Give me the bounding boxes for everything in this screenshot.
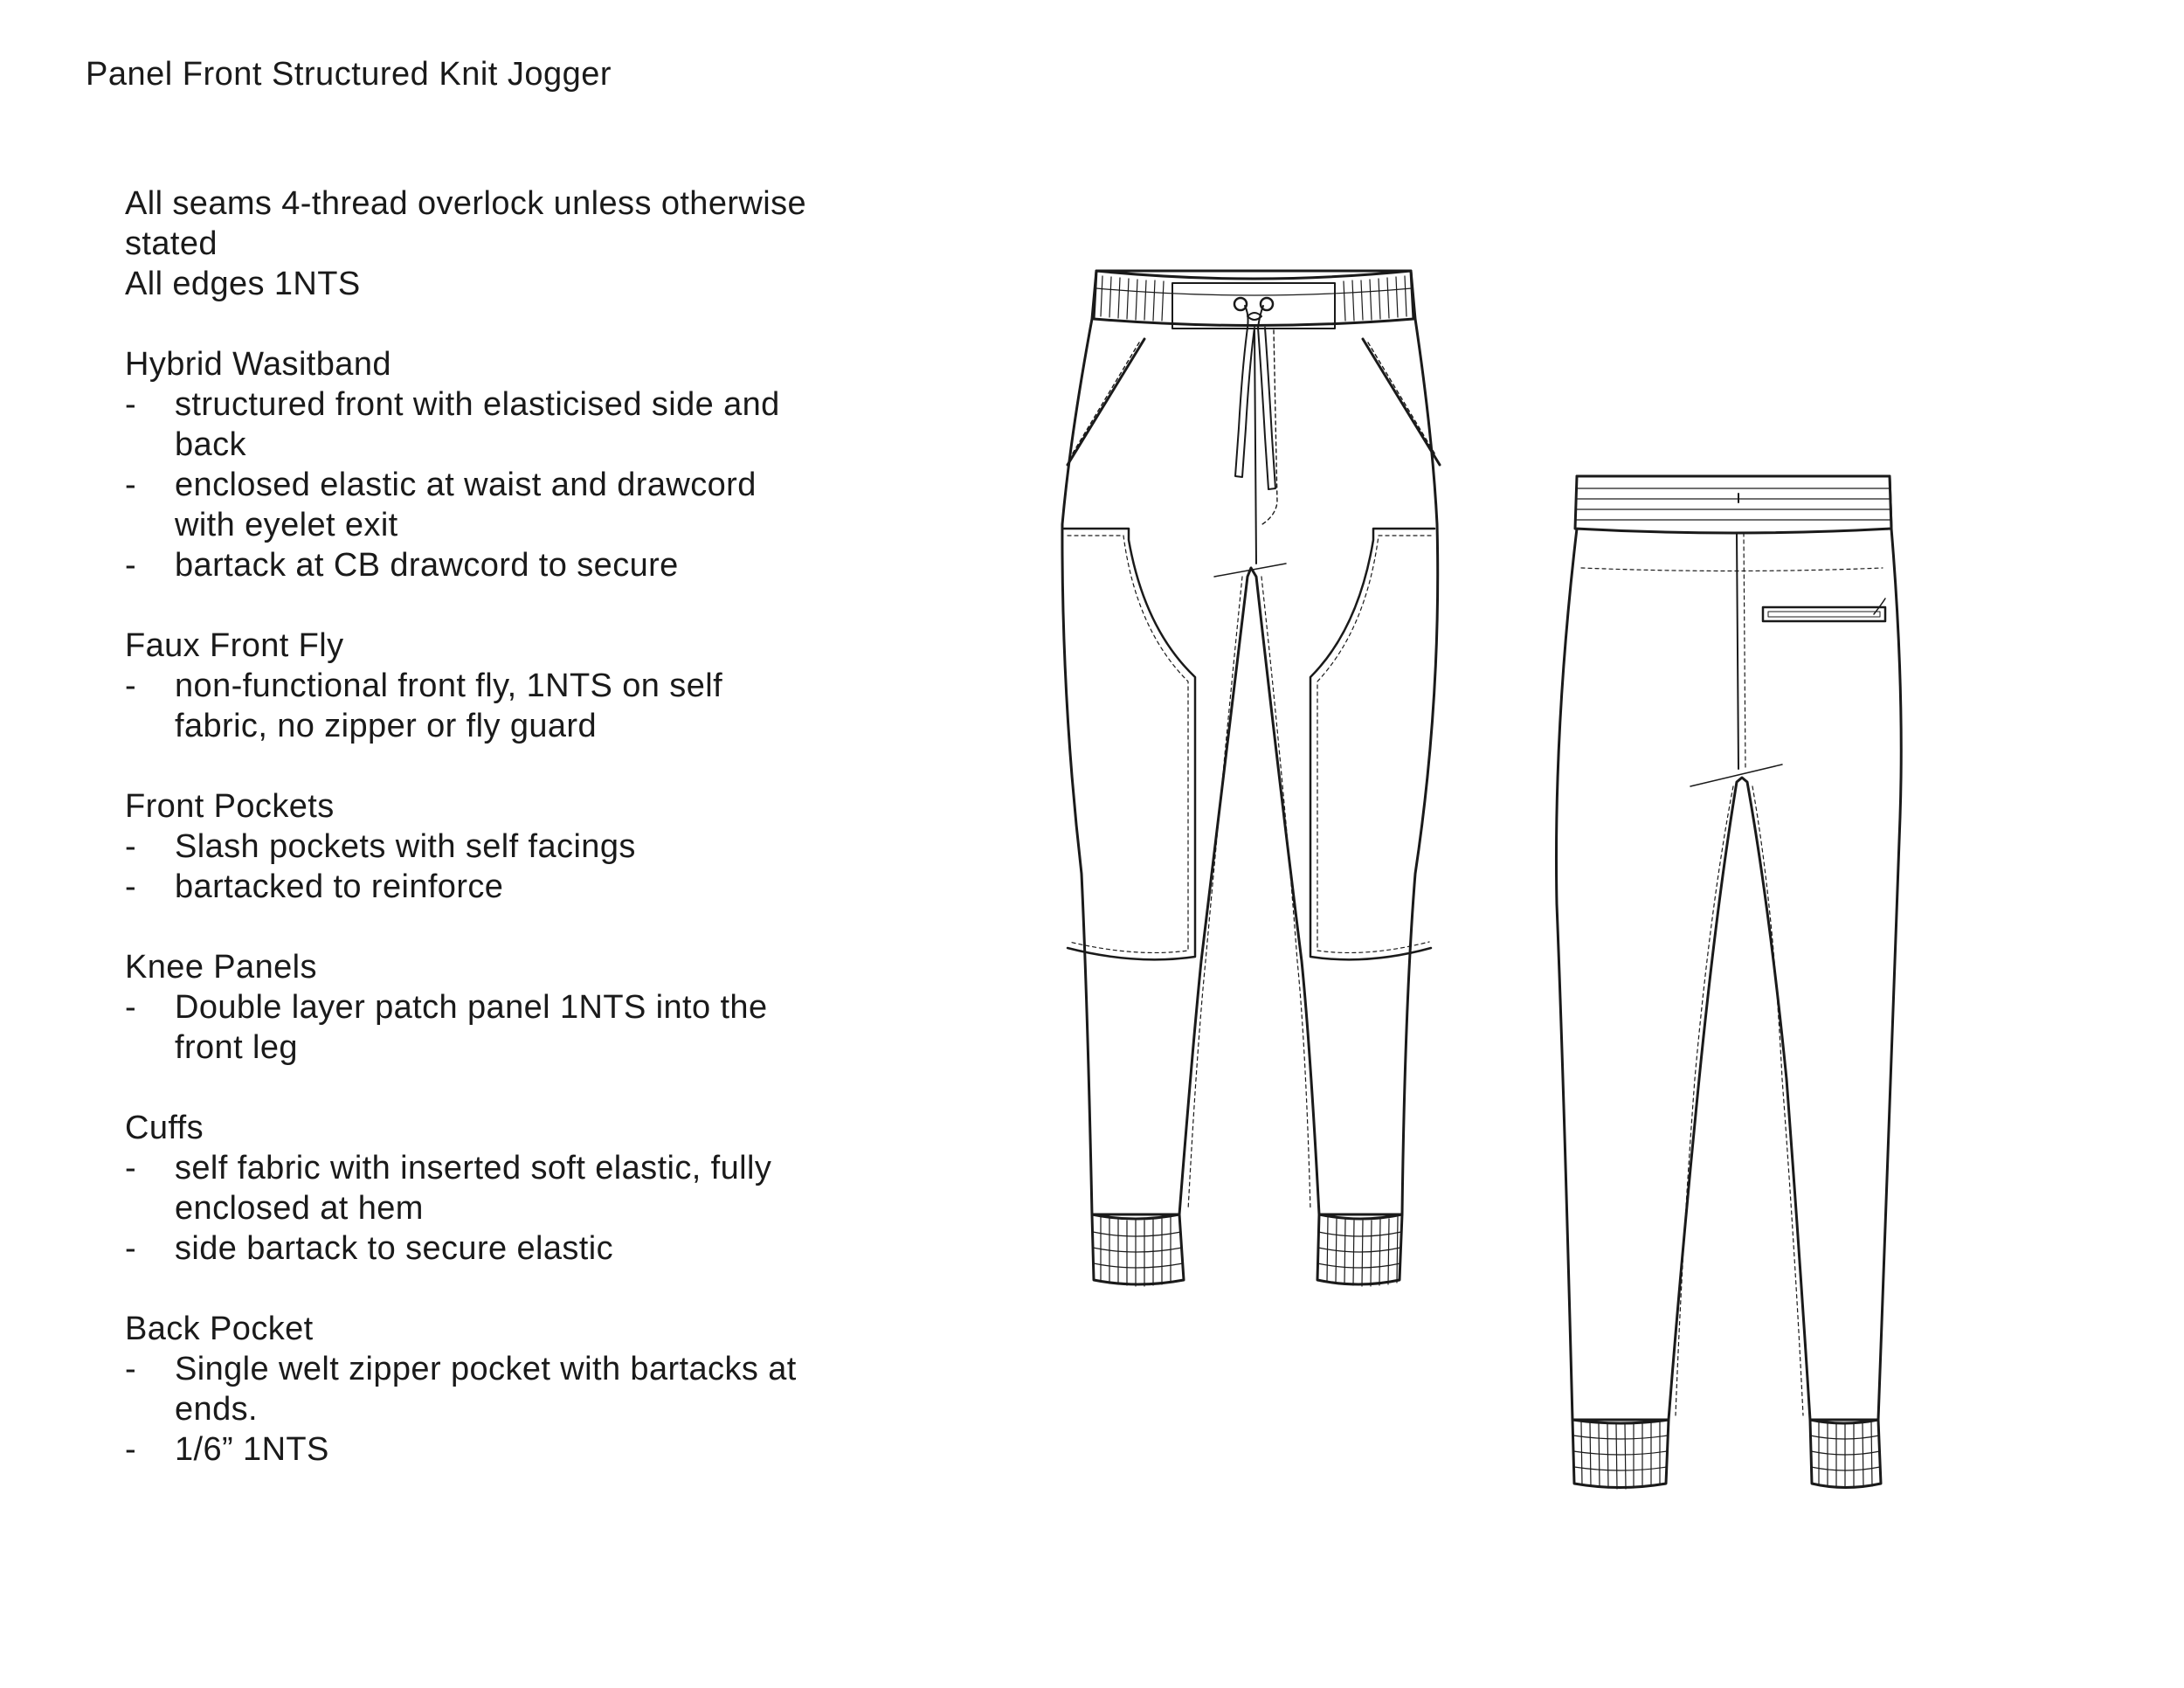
center-front-seam: [1254, 330, 1256, 564]
section-knee-panels: [125, 947, 824, 1068]
general-note: All seams 4-thread overlock unless otherwise stated: [125, 185, 807, 262]
section-faux-fly: [125, 626, 824, 746]
back-cuff-right: [1810, 1420, 1881, 1488]
section-front-pockets: [125, 786, 824, 907]
center-back-seam: [1737, 533, 1738, 769]
section-waistband: [125, 344, 824, 585]
bullet-item: - 1/6” 1NTS: [125, 1429, 824, 1470]
crotch-bartack: [1214, 564, 1286, 577]
cuff-left: [1092, 1214, 1184, 1286]
bullet-item: - side bartack to secure elastic: [125, 1228, 824, 1269]
back-cuff-left: [1572, 1420, 1669, 1489]
cuff-right: [1317, 1214, 1402, 1286]
section-title: Back Pocket: [125, 1311, 314, 1347]
section-back-pocket: [125, 1309, 824, 1470]
front-view-sketch: [1048, 262, 1450, 1293]
bullet-item: - bartack at CB drawcord to secure: [125, 545, 824, 585]
waistband: [1094, 271, 1413, 326]
general-note: All edges 1NTS: [125, 266, 361, 302]
back-outline: [1556, 476, 1901, 1420]
section-title: Cuffs: [125, 1110, 204, 1146]
drawcord: [1235, 306, 1254, 477]
spec-notes: [125, 183, 824, 1470]
back-view-sketch: [1538, 467, 1904, 1498]
bullet-item: - self fabric with inserted soft elastic, fully enclosed at hem: [125, 1148, 824, 1228]
section-title: Hybrid Wasitband: [125, 346, 391, 383]
front-outline: [1062, 271, 1438, 1214]
bullet-item: - bartacked to reinforce: [125, 867, 824, 907]
section-title: Knee Panels: [125, 949, 317, 986]
page-title: Panel Front Structured Knit Jogger: [86, 56, 612, 93]
section-title: Faux Front Fly: [125, 627, 344, 664]
back-welt-pocket: [1763, 607, 1885, 621]
section-cuffs: [125, 1108, 824, 1269]
bullet-item: - structured front with elasticised side and back: [125, 384, 824, 465]
knee-panel-right: [1310, 529, 1434, 959]
slash-pocket-right: [1363, 339, 1440, 465]
bullet-item: - non-functional front fly, 1NTS on self fabric, no zipper or fly guard: [125, 666, 824, 746]
bullet-item: - Slash pockets with self facings: [125, 827, 824, 867]
drawcord: [1258, 306, 1275, 489]
bullet-item: - Single welt zipper pocket with bartacks at ends.: [125, 1349, 824, 1429]
back-yoke-seam: [1581, 568, 1883, 571]
section-title: Front Pockets: [125, 788, 335, 825]
bullet-item: - Double layer patch panel 1NTS into the front leg: [125, 987, 824, 1068]
bullet-item: - enclosed elastic at waist and drawcord with eyelet exit: [125, 465, 824, 545]
back-waistband: [1575, 476, 1891, 533]
